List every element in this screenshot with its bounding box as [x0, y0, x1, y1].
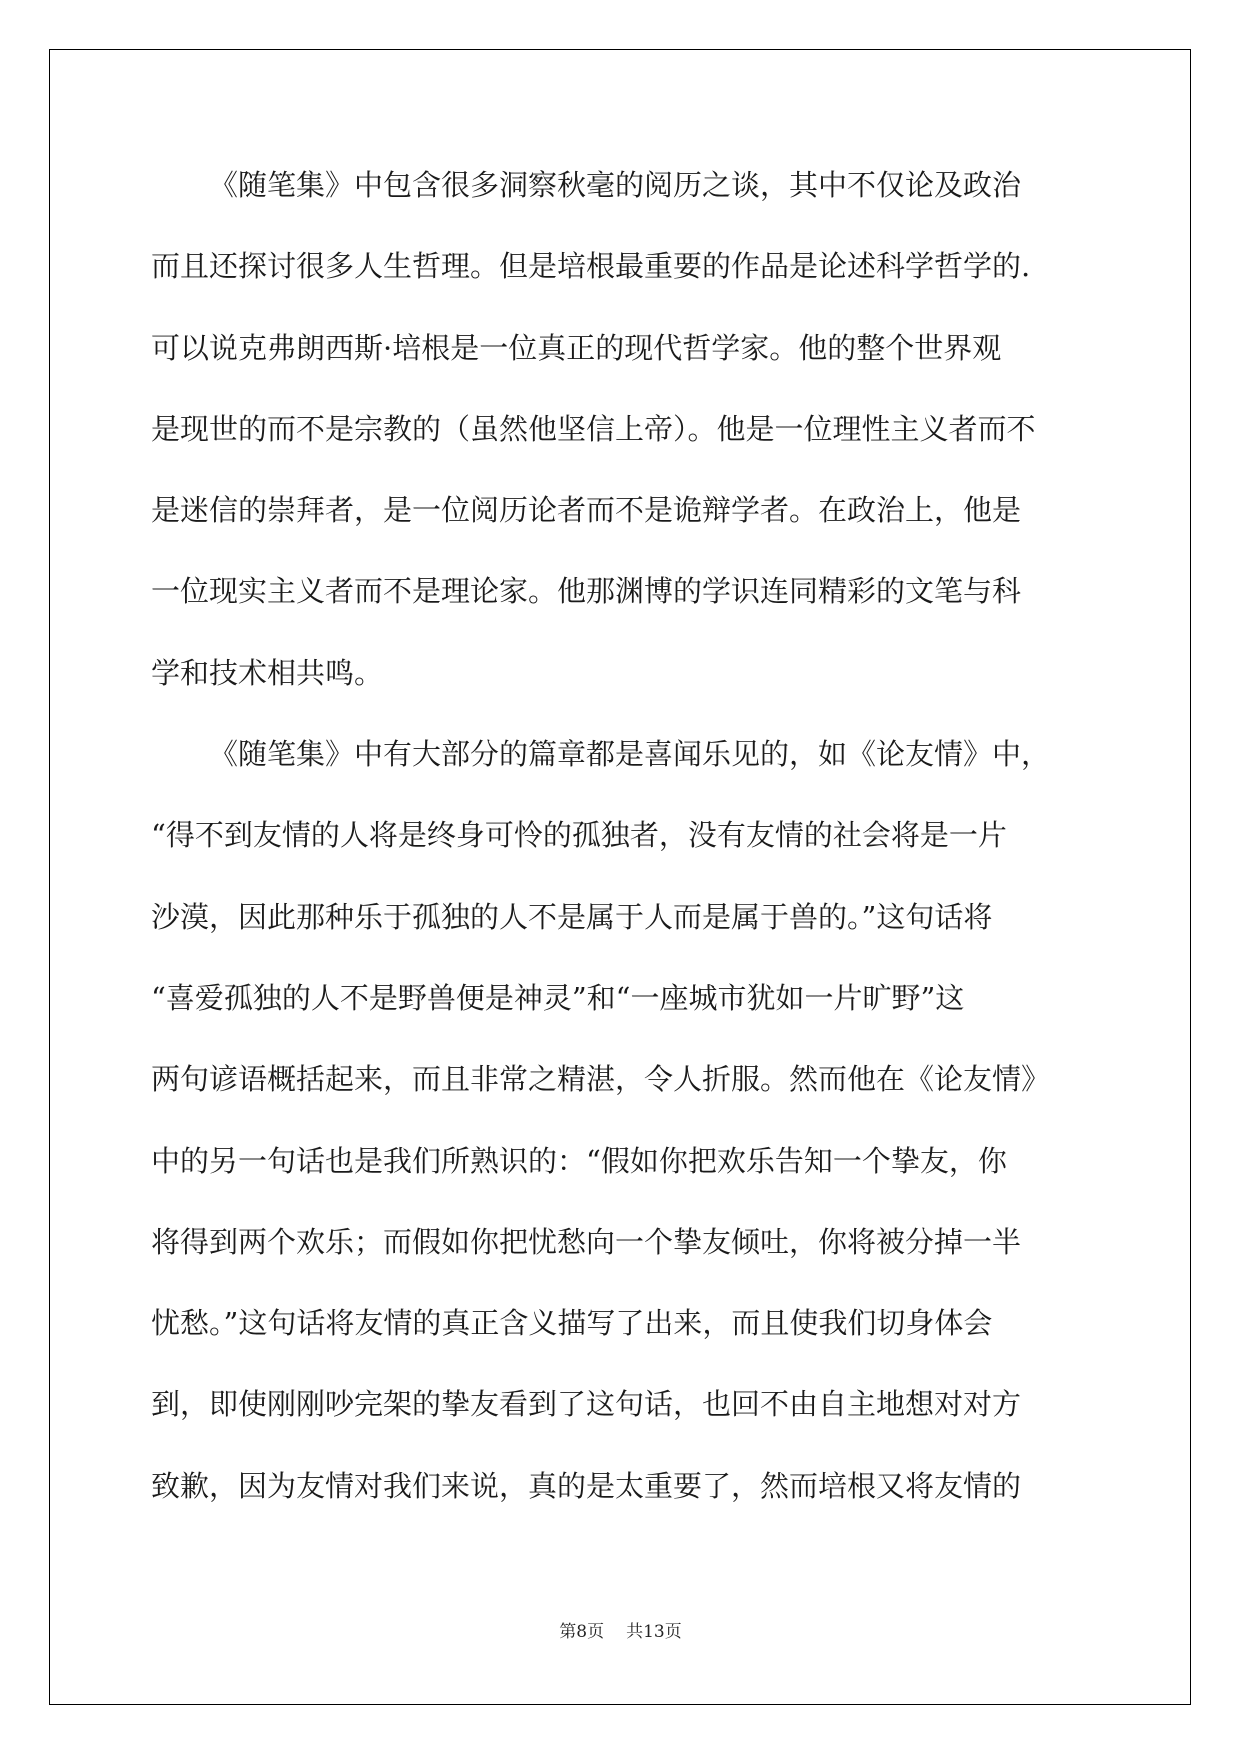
- paragraph-2-line-6: 中的另一句话也是我们所熟识的：“假如你把欢乐告知一个挚友，你: [151, 1143, 1007, 1178]
- paragraph-2-line-9: 到，即使刚刚吵完架的挚友看到了这句话，也回不由自主地想对对方: [151, 1387, 1022, 1422]
- paragraph-2-line-2: “得不到友情的人将是终身可怜的孤独者，没有友情的社会将是一片: [151, 818, 1007, 853]
- page-footer: [0, 1617, 1241, 1642]
- paragraph-1-line-6: 一位现实主义者而不是理论家。他那渊博的学识连同精彩的文笔与科: [151, 574, 1022, 609]
- paragraph-1-line-2: 而且还探讨很多人生哲理。但是培根最重要的作品是论述科学哲学的.: [151, 249, 1031, 284]
- paragraph-1-line-1: 《随笔集》中包含很多洞察秋毫的阅历之谈，其中不仅论及政治: [209, 168, 1022, 202]
- paragraph-1-line-3: 可以说克弗朗西斯·培根是一位真正的现代哲学家。他的整个世界观: [151, 330, 1002, 365]
- paragraph-2-line-3: 沙漠，因此那种乐于孤独的人不是属于人而是属于兽的。”这句话将: [151, 899, 993, 934]
- paragraph-1-line-5: 是迷信的崇拜者，是一位阅历论者而不是诡辩学者。在政治上，他是: [151, 493, 1022, 528]
- paragraph-2-line-10: 致歉，因为友情对我们来说，真的是太重要了，然而培根又将友情的: [151, 1468, 1022, 1503]
- document-body: [151, 159, 1091, 1541]
- paragraph-2-line-8: 忧愁。”这句话将友情的真正含义描写了出来，而且使我们切身体会: [151, 1306, 993, 1341]
- page-number-current: 第8页: [559, 1622, 605, 1642]
- paragraph-1-line-4: 是现世的而不是宗教的（虽然他坚信上帝）。他是一位理性主义者而不: [151, 411, 1036, 446]
- paragraph-2-line-7: 将得到两个欢乐；而假如你把忧愁向一个挚友倾吐，你将被分掉一半: [151, 1224, 1022, 1259]
- page-number-total: 共13页: [626, 1622, 682, 1642]
- paragraph-2-line-5: 两句谚语概括起来，而且非常之精湛，令人折服。然而他在《论友情》: [151, 1062, 1051, 1097]
- paragraph-1-line-7: 学和技术相共鸣。: [151, 655, 384, 690]
- paragraph-2-line-1: 《随笔集》中有大部分的篇章都是喜闻乐见的，如《论友情》中，: [209, 737, 1051, 772]
- paragraph-2-line-4: “喜爱孤独的人不是野兽便是神灵”和“一座城市犹如一片旷野”这: [151, 980, 965, 1015]
